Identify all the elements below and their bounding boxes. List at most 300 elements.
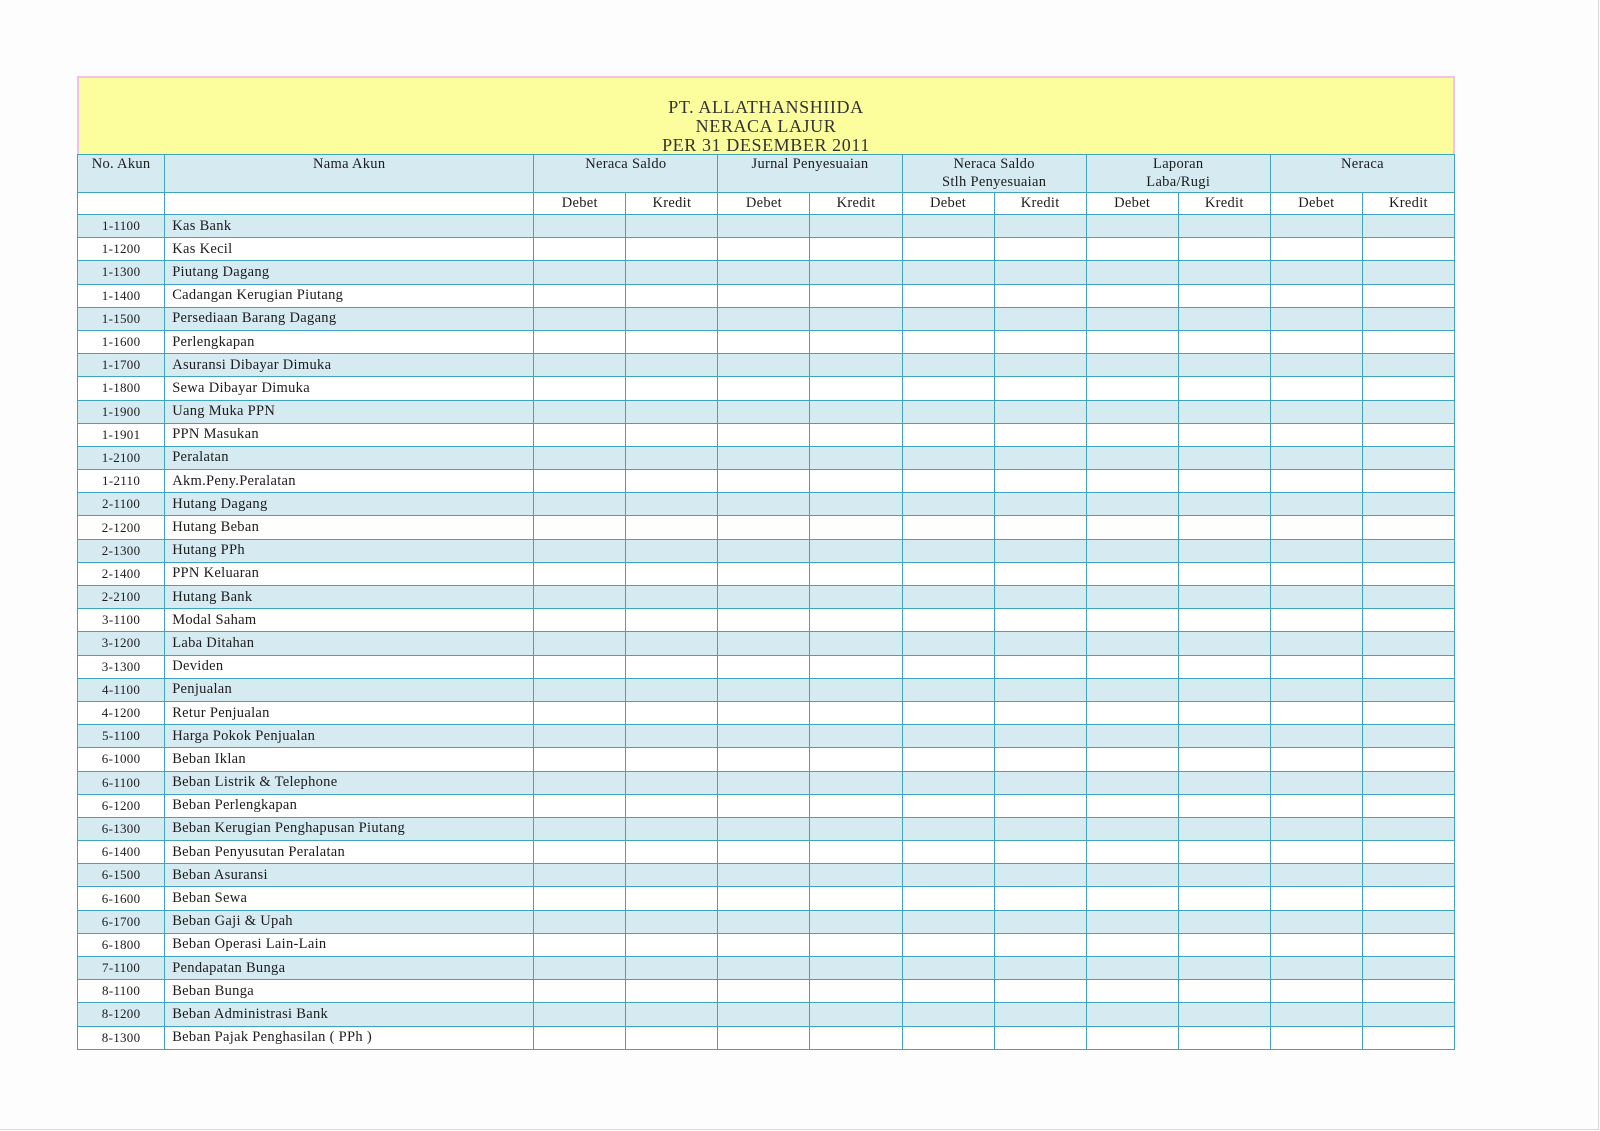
debet-cell[interactable] [902, 957, 994, 980]
debet-cell[interactable] [718, 701, 810, 724]
debet-cell[interactable] [1270, 377, 1362, 400]
account-code-cell[interactable]: 1-1600 [78, 330, 165, 353]
account-name-cell[interactable]: Kas Kecil [165, 238, 534, 261]
kredit-cell[interactable] [626, 377, 718, 400]
kredit-cell[interactable] [810, 609, 902, 632]
kredit-cell[interactable] [994, 841, 1086, 864]
kredit-cell[interactable] [626, 841, 718, 864]
kredit-cell[interactable] [1362, 678, 1454, 701]
account-name-cell[interactable]: Modal Saham [165, 609, 534, 632]
debet-cell[interactable] [534, 678, 626, 701]
kredit-cell[interactable] [994, 1026, 1086, 1049]
account-code-cell[interactable]: 6-1100 [78, 771, 165, 794]
debet-cell[interactable] [1270, 215, 1362, 238]
account-code-cell[interactable]: 6-1700 [78, 910, 165, 933]
account-code-cell[interactable]: 3-1200 [78, 632, 165, 655]
account-code-cell[interactable]: 6-1000 [78, 748, 165, 771]
debet-cell[interactable] [1270, 586, 1362, 609]
account-code-cell[interactable]: 3-1100 [78, 609, 165, 632]
kredit-cell[interactable] [810, 539, 902, 562]
kredit-cell[interactable] [626, 215, 718, 238]
debet-cell[interactable] [534, 261, 626, 284]
debet-cell[interactable] [1270, 516, 1362, 539]
kredit-cell[interactable] [810, 516, 902, 539]
account-code-cell[interactable]: 1-1800 [78, 377, 165, 400]
kredit-cell[interactable] [1362, 470, 1454, 493]
account-code-cell[interactable]: 2-1200 [78, 516, 165, 539]
debet-cell[interactable] [534, 586, 626, 609]
debet-cell[interactable] [1086, 423, 1178, 446]
kredit-cell[interactable] [1178, 725, 1270, 748]
kredit-cell[interactable] [1178, 632, 1270, 655]
account-code-cell[interactable]: 2-1100 [78, 493, 165, 516]
kredit-cell[interactable] [1362, 817, 1454, 840]
kredit-cell[interactable] [994, 470, 1086, 493]
debet-cell[interactable] [902, 261, 994, 284]
debet-cell[interactable] [534, 701, 626, 724]
kredit-cell[interactable] [626, 284, 718, 307]
kredit-cell[interactable] [994, 794, 1086, 817]
debet-cell[interactable] [1270, 701, 1362, 724]
kredit-cell[interactable] [626, 493, 718, 516]
kredit-cell[interactable] [1178, 354, 1270, 377]
debet-cell[interactable] [1086, 933, 1178, 956]
debet-cell[interactable] [902, 980, 994, 1003]
account-name-cell[interactable]: Beban Sewa [165, 887, 534, 910]
debet-cell[interactable] [718, 307, 810, 330]
debet-cell[interactable] [902, 423, 994, 446]
debet-cell[interactable] [1270, 562, 1362, 585]
debet-cell[interactable] [718, 794, 810, 817]
debet-cell[interactable] [1270, 910, 1362, 933]
kredit-cell[interactable] [626, 771, 718, 794]
kredit-cell[interactable] [1178, 864, 1270, 887]
kredit-cell[interactable] [994, 957, 1086, 980]
debet-cell[interactable] [1270, 632, 1362, 655]
account-name-cell[interactable]: Beban Operasi Lain-Lain [165, 933, 534, 956]
debet-cell[interactable] [902, 933, 994, 956]
kredit-cell[interactable] [1178, 678, 1270, 701]
kredit-cell[interactable] [994, 446, 1086, 469]
kredit-cell[interactable] [1178, 423, 1270, 446]
debet-cell[interactable] [1086, 817, 1178, 840]
account-name-cell[interactable]: Beban Penyusutan Peralatan [165, 841, 534, 864]
kredit-cell[interactable] [810, 470, 902, 493]
kredit-cell[interactable] [1178, 539, 1270, 562]
account-code-cell[interactable]: 6-1400 [78, 841, 165, 864]
debet-cell[interactable] [902, 562, 994, 585]
account-code-cell[interactable]: 2-2100 [78, 586, 165, 609]
kredit-cell[interactable] [1178, 957, 1270, 980]
debet-cell[interactable] [718, 910, 810, 933]
account-name-cell[interactable]: Hutang Dagang [165, 493, 534, 516]
kredit-cell[interactable] [1362, 284, 1454, 307]
debet-cell[interactable] [902, 701, 994, 724]
kredit-cell[interactable] [994, 725, 1086, 748]
debet-cell[interactable] [534, 307, 626, 330]
debet-cell[interactable] [718, 493, 810, 516]
kredit-cell[interactable] [1178, 284, 1270, 307]
kredit-cell[interactable] [994, 586, 1086, 609]
kredit-cell[interactable] [810, 354, 902, 377]
debet-cell[interactable] [534, 748, 626, 771]
kredit-cell[interactable] [1178, 586, 1270, 609]
kredit-cell[interactable] [994, 980, 1086, 1003]
kredit-cell[interactable] [810, 794, 902, 817]
debet-cell[interactable] [902, 470, 994, 493]
kredit-cell[interactable] [626, 400, 718, 423]
kredit-cell[interactable] [994, 377, 1086, 400]
debet-cell[interactable] [1086, 215, 1178, 238]
debet-cell[interactable] [718, 215, 810, 238]
account-name-cell[interactable]: Harga Pokok Penjualan [165, 725, 534, 748]
debet-cell[interactable] [902, 493, 994, 516]
debet-cell[interactable] [718, 400, 810, 423]
debet-cell[interactable] [1086, 493, 1178, 516]
debet-cell[interactable] [902, 307, 994, 330]
kredit-cell[interactable] [810, 238, 902, 261]
kredit-cell[interactable] [1178, 609, 1270, 632]
kredit-cell[interactable] [1178, 470, 1270, 493]
kredit-cell[interactable] [1362, 748, 1454, 771]
kredit-cell[interactable] [994, 330, 1086, 353]
kredit-cell[interactable] [1362, 933, 1454, 956]
account-code-cell[interactable]: 8-1300 [78, 1026, 165, 1049]
kredit-cell[interactable] [994, 423, 1086, 446]
debet-cell[interactable] [1086, 841, 1178, 864]
kredit-cell[interactable] [626, 817, 718, 840]
debet-cell[interactable] [534, 562, 626, 585]
debet-cell[interactable] [534, 980, 626, 1003]
kredit-cell[interactable] [810, 725, 902, 748]
kredit-cell[interactable] [994, 215, 1086, 238]
debet-cell[interactable] [718, 748, 810, 771]
debet-cell[interactable] [1086, 377, 1178, 400]
kredit-cell[interactable] [1178, 794, 1270, 817]
account-name-cell[interactable]: Beban Pajak Penghasilan ( PPh ) [165, 1026, 534, 1049]
kredit-cell[interactable] [1178, 446, 1270, 469]
debet-cell[interactable] [718, 284, 810, 307]
kredit-cell[interactable] [1362, 586, 1454, 609]
debet-cell[interactable] [1086, 446, 1178, 469]
kredit-cell[interactable] [1178, 1003, 1270, 1026]
debet-cell[interactable] [1270, 933, 1362, 956]
debet-cell[interactable] [902, 771, 994, 794]
debet-cell[interactable] [534, 817, 626, 840]
debet-cell[interactable] [718, 377, 810, 400]
kredit-cell[interactable] [626, 446, 718, 469]
kredit-cell[interactable] [626, 748, 718, 771]
debet-cell[interactable] [1270, 609, 1362, 632]
debet-cell[interactable] [534, 1026, 626, 1049]
account-code-cell[interactable]: 1-1500 [78, 307, 165, 330]
debet-cell[interactable] [902, 400, 994, 423]
kredit-cell[interactable] [626, 470, 718, 493]
account-code-cell[interactable]: 3-1300 [78, 655, 165, 678]
kredit-cell[interactable] [1362, 980, 1454, 1003]
debet-cell[interactable] [718, 933, 810, 956]
debet-cell[interactable] [902, 794, 994, 817]
kredit-cell[interactable] [994, 516, 1086, 539]
kredit-cell[interactable] [994, 562, 1086, 585]
kredit-cell[interactable] [994, 261, 1086, 284]
kredit-cell[interactable] [810, 1003, 902, 1026]
account-code-cell[interactable]: 6-1800 [78, 933, 165, 956]
kredit-cell[interactable] [1362, 1026, 1454, 1049]
debet-cell[interactable] [1086, 1026, 1178, 1049]
debet-cell[interactable] [534, 377, 626, 400]
debet-cell[interactable] [534, 609, 626, 632]
kredit-cell[interactable] [1178, 1026, 1270, 1049]
kredit-cell[interactable] [994, 817, 1086, 840]
account-code-cell[interactable]: 8-1200 [78, 1003, 165, 1026]
debet-cell[interactable] [534, 933, 626, 956]
kredit-cell[interactable] [994, 493, 1086, 516]
debet-cell[interactable] [1270, 470, 1362, 493]
kredit-cell[interactable] [1362, 701, 1454, 724]
debet-cell[interactable] [1270, 493, 1362, 516]
kredit-cell[interactable] [810, 887, 902, 910]
account-code-cell[interactable]: 1-1901 [78, 423, 165, 446]
debet-cell[interactable] [1270, 678, 1362, 701]
debet-cell[interactable] [718, 562, 810, 585]
kredit-cell[interactable] [810, 307, 902, 330]
debet-cell[interactable] [718, 330, 810, 353]
kredit-cell[interactable] [626, 887, 718, 910]
kredit-cell[interactable] [1178, 817, 1270, 840]
account-code-cell[interactable]: 1-1200 [78, 238, 165, 261]
kredit-cell[interactable] [1178, 910, 1270, 933]
account-name-cell[interactable]: Hutang Bank [165, 586, 534, 609]
debet-cell[interactable] [1270, 330, 1362, 353]
debet-cell[interactable] [1086, 354, 1178, 377]
debet-cell[interactable] [1270, 354, 1362, 377]
debet-cell[interactable] [902, 748, 994, 771]
kredit-cell[interactable] [810, 655, 902, 678]
debet-cell[interactable] [902, 446, 994, 469]
debet-cell[interactable] [1086, 261, 1178, 284]
debet-cell[interactable] [902, 678, 994, 701]
debet-cell[interactable] [1270, 817, 1362, 840]
debet-cell[interactable] [902, 655, 994, 678]
debet-cell[interactable] [718, 1003, 810, 1026]
kredit-cell[interactable] [626, 701, 718, 724]
debet-cell[interactable] [718, 887, 810, 910]
account-name-cell[interactable]: Retur Penjualan [165, 701, 534, 724]
debet-cell[interactable] [902, 377, 994, 400]
debet-cell[interactable] [534, 354, 626, 377]
debet-cell[interactable] [1270, 1026, 1362, 1049]
account-name-cell[interactable]: Beban Administrasi Bank [165, 1003, 534, 1026]
debet-cell[interactable] [718, 609, 810, 632]
kredit-cell[interactable] [626, 933, 718, 956]
kredit-cell[interactable] [1362, 609, 1454, 632]
kredit-cell[interactable] [1178, 516, 1270, 539]
kredit-cell[interactable] [810, 632, 902, 655]
kredit-cell[interactable] [810, 957, 902, 980]
account-code-cell[interactable]: 1-1900 [78, 400, 165, 423]
kredit-cell[interactable] [810, 284, 902, 307]
debet-cell[interactable] [534, 887, 626, 910]
debet-cell[interactable] [1270, 980, 1362, 1003]
debet-cell[interactable] [718, 655, 810, 678]
kredit-cell[interactable] [1362, 887, 1454, 910]
debet-cell[interactable] [1270, 400, 1362, 423]
debet-cell[interactable] [1086, 794, 1178, 817]
account-name-cell[interactable]: PPN Keluaran [165, 562, 534, 585]
kredit-cell[interactable] [810, 400, 902, 423]
account-name-cell[interactable]: Persediaan Barang Dagang [165, 307, 534, 330]
debet-cell[interactable] [1270, 539, 1362, 562]
debet-cell[interactable] [1270, 841, 1362, 864]
debet-cell[interactable] [534, 771, 626, 794]
debet-cell[interactable] [1270, 261, 1362, 284]
kredit-cell[interactable] [626, 980, 718, 1003]
account-code-cell[interactable]: 2-1400 [78, 562, 165, 585]
kredit-cell[interactable] [994, 1003, 1086, 1026]
kredit-cell[interactable] [1362, 864, 1454, 887]
debet-cell[interactable] [1086, 330, 1178, 353]
account-code-cell[interactable]: 1-2100 [78, 446, 165, 469]
debet-cell[interactable] [1086, 632, 1178, 655]
account-name-cell[interactable]: Cadangan Kerugian Piutang [165, 284, 534, 307]
kredit-cell[interactable] [626, 1026, 718, 1049]
debet-cell[interactable] [534, 446, 626, 469]
kredit-cell[interactable] [1362, 725, 1454, 748]
debet-cell[interactable] [1086, 701, 1178, 724]
kredit-cell[interactable] [810, 771, 902, 794]
debet-cell[interactable] [1086, 771, 1178, 794]
debet-cell[interactable] [534, 725, 626, 748]
kredit-cell[interactable] [1362, 539, 1454, 562]
debet-cell[interactable] [902, 284, 994, 307]
debet-cell[interactable] [718, 470, 810, 493]
kredit-cell[interactable] [994, 933, 1086, 956]
kredit-cell[interactable] [626, 678, 718, 701]
account-name-cell[interactable]: Beban Kerugian Penghapusan Piutang [165, 817, 534, 840]
kredit-cell[interactable] [1362, 794, 1454, 817]
debet-cell[interactable] [534, 1003, 626, 1026]
debet-cell[interactable] [1270, 446, 1362, 469]
debet-cell[interactable] [534, 841, 626, 864]
debet-cell[interactable] [1270, 725, 1362, 748]
debet-cell[interactable] [718, 864, 810, 887]
account-code-cell[interactable]: 1-1400 [78, 284, 165, 307]
kredit-cell[interactable] [1178, 330, 1270, 353]
kredit-cell[interactable] [1178, 701, 1270, 724]
kredit-cell[interactable] [810, 215, 902, 238]
kredit-cell[interactable] [1178, 655, 1270, 678]
debet-cell[interactable] [902, 910, 994, 933]
debet-cell[interactable] [902, 887, 994, 910]
kredit-cell[interactable] [1178, 887, 1270, 910]
debet-cell[interactable] [902, 632, 994, 655]
kredit-cell[interactable] [994, 632, 1086, 655]
account-code-cell[interactable]: 6-1200 [78, 794, 165, 817]
kredit-cell[interactable] [994, 701, 1086, 724]
account-code-cell[interactable]: 7-1100 [78, 957, 165, 980]
kredit-cell[interactable] [1178, 562, 1270, 585]
debet-cell[interactable] [1270, 1003, 1362, 1026]
kredit-cell[interactable] [1362, 562, 1454, 585]
kredit-cell[interactable] [810, 748, 902, 771]
debet-cell[interactable] [1270, 794, 1362, 817]
account-code-cell[interactable]: 6-1300 [78, 817, 165, 840]
kredit-cell[interactable] [1362, 330, 1454, 353]
debet-cell[interactable] [902, 864, 994, 887]
kredit-cell[interactable] [1178, 215, 1270, 238]
kredit-cell[interactable] [1362, 493, 1454, 516]
kredit-cell[interactable] [626, 330, 718, 353]
debet-cell[interactable] [1086, 864, 1178, 887]
account-name-cell[interactable]: PPN Masukan [165, 423, 534, 446]
account-code-cell[interactable]: 4-1100 [78, 678, 165, 701]
debet-cell[interactable] [1086, 284, 1178, 307]
debet-cell[interactable] [1270, 864, 1362, 887]
debet-cell[interactable] [1086, 725, 1178, 748]
debet-cell[interactable] [1086, 307, 1178, 330]
kredit-cell[interactable] [1362, 446, 1454, 469]
debet-cell[interactable] [534, 238, 626, 261]
debet-cell[interactable] [1270, 284, 1362, 307]
debet-cell[interactable] [534, 632, 626, 655]
kredit-cell[interactable] [1362, 771, 1454, 794]
debet-cell[interactable] [1086, 957, 1178, 980]
debet-cell[interactable] [1086, 562, 1178, 585]
debet-cell[interactable] [718, 817, 810, 840]
kredit-cell[interactable] [810, 817, 902, 840]
kredit-cell[interactable] [994, 910, 1086, 933]
account-name-cell[interactable]: Uang Muka PPN [165, 400, 534, 423]
debet-cell[interactable] [902, 609, 994, 632]
debet-cell[interactable] [718, 354, 810, 377]
debet-cell[interactable] [534, 539, 626, 562]
kredit-cell[interactable] [626, 725, 718, 748]
kredit-cell[interactable] [810, 980, 902, 1003]
account-code-cell[interactable]: 4-1200 [78, 701, 165, 724]
account-name-cell[interactable]: Beban Listrik & Telephone [165, 771, 534, 794]
debet-cell[interactable] [1270, 748, 1362, 771]
kredit-cell[interactable] [810, 423, 902, 446]
kredit-cell[interactable] [626, 910, 718, 933]
kredit-cell[interactable] [1178, 377, 1270, 400]
debet-cell[interactable] [534, 493, 626, 516]
account-name-cell[interactable]: Beban Iklan [165, 748, 534, 771]
debet-cell[interactable] [534, 516, 626, 539]
kredit-cell[interactable] [626, 794, 718, 817]
kredit-cell[interactable] [994, 238, 1086, 261]
debet-cell[interactable] [1270, 887, 1362, 910]
debet-cell[interactable] [534, 655, 626, 678]
account-name-cell[interactable]: Piutang Dagang [165, 261, 534, 284]
debet-cell[interactable] [1270, 655, 1362, 678]
kredit-cell[interactable] [1362, 632, 1454, 655]
debet-cell[interactable] [534, 910, 626, 933]
kredit-cell[interactable] [626, 655, 718, 678]
kredit-cell[interactable] [994, 307, 1086, 330]
debet-cell[interactable] [902, 841, 994, 864]
account-code-cell[interactable]: 8-1100 [78, 980, 165, 1003]
kredit-cell[interactable] [1362, 215, 1454, 238]
kredit-cell[interactable] [810, 377, 902, 400]
debet-cell[interactable] [1086, 609, 1178, 632]
kredit-cell[interactable] [1362, 400, 1454, 423]
kredit-cell[interactable] [1178, 748, 1270, 771]
kredit-cell[interactable] [1362, 354, 1454, 377]
kredit-cell[interactable] [810, 562, 902, 585]
debet-cell[interactable] [718, 678, 810, 701]
account-name-cell[interactable]: Beban Gaji & Upah [165, 910, 534, 933]
